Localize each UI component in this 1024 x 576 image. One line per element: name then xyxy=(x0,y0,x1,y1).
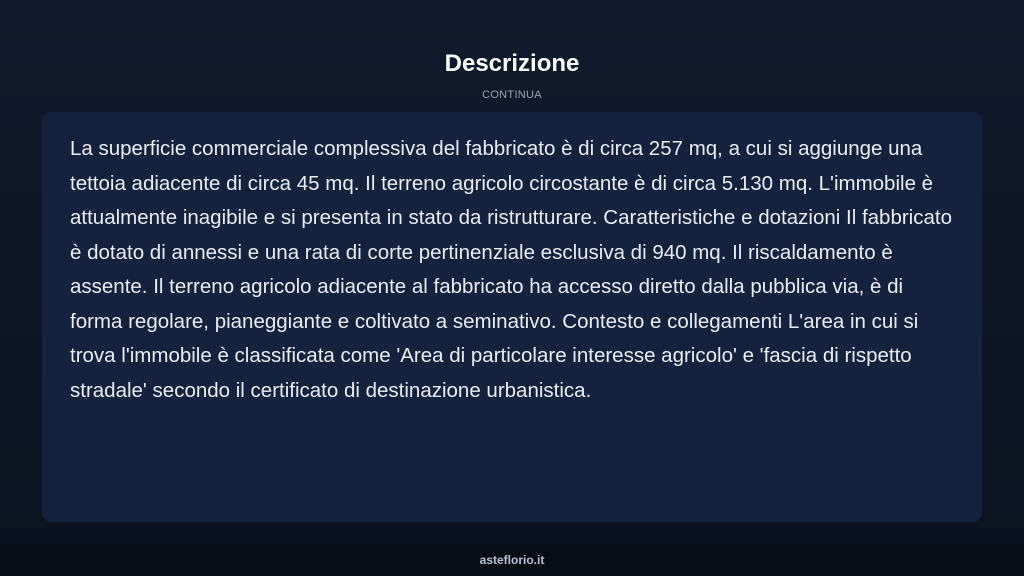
footer xyxy=(0,544,1024,576)
header xyxy=(0,48,1024,102)
page-subtitle: CONTINUA xyxy=(482,89,542,101)
page-title: Descrizione xyxy=(444,50,580,77)
description-card xyxy=(42,112,982,522)
footer-site-name: asteflorio.it xyxy=(479,553,545,567)
description-text: La superficie commerciale complessiva del fabbricato è di circa 257 mq, a cui si aggiunge una tettoia adiacente di circa 45 mq. Il terreno agricolo circostante è di circa 5.130 mq. L'immobile è attualmente inagibile e si presenta in stato da ristrutturare. Caratteristiche e dotazioni Il fabbricato è dotato di annessi e una rata di corte pertinenziale esclusiva di 940 mq. Il riscaldamento è assente. Il terreno agricolo adiacente al fabbricato ha accesso diretto dalla pubblica via, è di forma regolare, pianeggiante e coltivato a seminativo. Contesto e collegamenti L'area in cui si trova l'immobile è classificata come 'Area di particolare interesse agricolo' e 'fascia di rispetto stradale' secondo il certificato di destinazione urbanistica. xyxy=(70,137,952,402)
